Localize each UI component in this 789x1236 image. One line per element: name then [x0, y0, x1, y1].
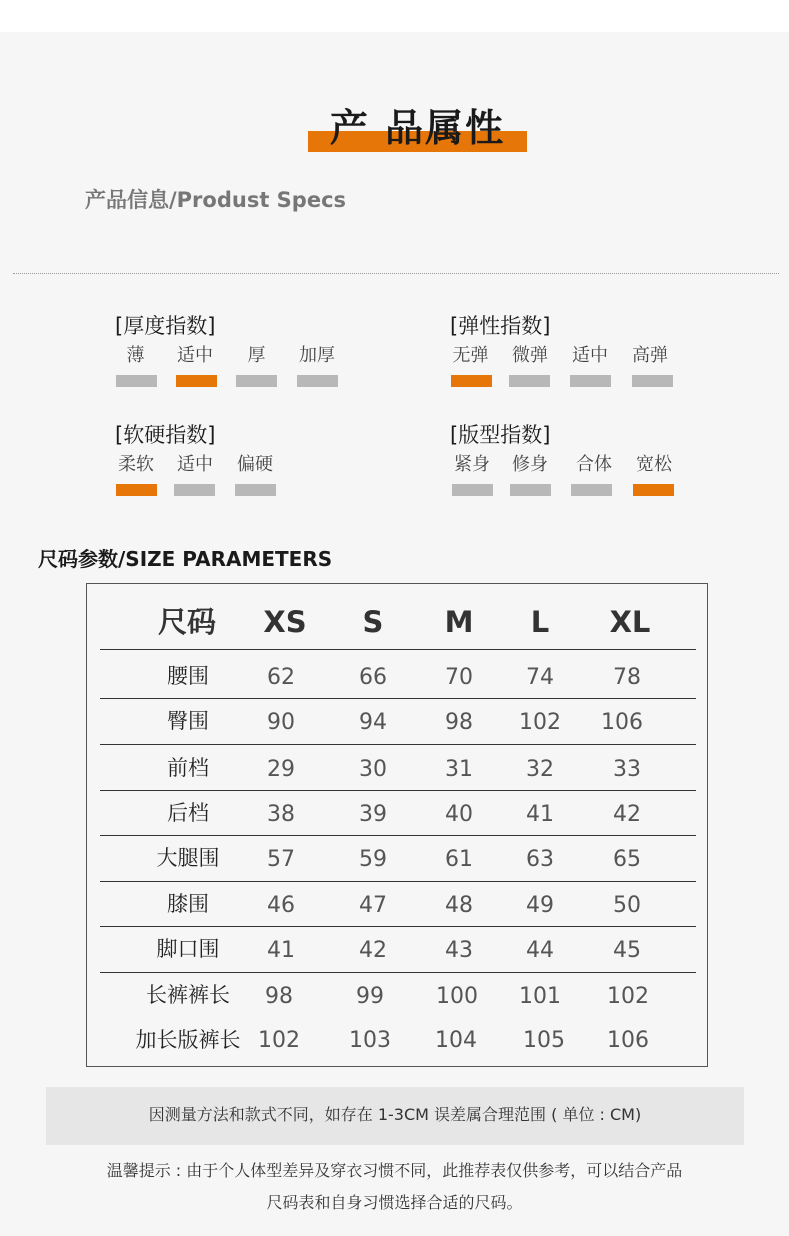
- elasticity-bar-high: [632, 375, 673, 387]
- table-cell: 59: [359, 847, 387, 872]
- table-cell: 31: [445, 757, 473, 782]
- table-cell: 70: [445, 665, 473, 690]
- measurement-note-box: [46, 1087, 744, 1145]
- elasticity-index-title: [弹性指数]: [450, 314, 551, 338]
- table-cell: 98: [445, 710, 473, 735]
- row-label-hip: 臀围: [167, 709, 209, 733]
- softness-option-medium: 适中: [177, 454, 213, 475]
- softness-bar-hard: [235, 484, 276, 496]
- header-l: L: [530, 605, 550, 639]
- elasticity-bar-none: [451, 375, 492, 387]
- thickness-option-medium: 适中: [177, 345, 213, 366]
- thickness-index-title: [厚度指数]: [115, 314, 216, 338]
- elasticity-option-medium: 适中: [572, 345, 608, 366]
- fit-option-loose: 宽松: [636, 454, 672, 475]
- fit-index-title: [版型指数]: [450, 423, 551, 447]
- top-strip: [0, 0, 789, 32]
- table-cell: 45: [613, 938, 641, 963]
- dotted-divider: [13, 273, 779, 274]
- row-label-waist: 腰围: [167, 664, 209, 688]
- thickness-bar-thick: [236, 375, 277, 387]
- softness-option-soft: 柔软: [118, 454, 154, 475]
- table-divider: [100, 835, 696, 836]
- row-label-thigh: 大腿围: [156, 846, 220, 870]
- fit-index: [450, 421, 690, 501]
- tip-line-1: 温馨提示 : 由于个人体型差异及穿衣习惯不同，此推荐表仅供参考，可以结合产品: [106, 1161, 683, 1180]
- fit-option-slim: 修身: [512, 454, 548, 475]
- elasticity-option-slight: 微弹: [512, 345, 548, 366]
- table-cell: 42: [613, 802, 641, 827]
- table-divider: [100, 698, 696, 699]
- table-cell: 102: [258, 1028, 300, 1053]
- elasticity-option-none: 无弹: [452, 345, 489, 366]
- fit-bar-regular: [571, 484, 612, 496]
- header-s: S: [362, 605, 384, 639]
- table-cell: 39: [359, 802, 387, 827]
- table-cell: 103: [349, 1028, 391, 1053]
- thickness-bar-medium: [176, 375, 217, 387]
- softness-option-hard: 偏硬: [237, 454, 273, 475]
- table-cell: 90: [267, 710, 295, 735]
- row-label-front-rise: 前档: [167, 756, 209, 780]
- table-cell: 102: [607, 984, 649, 1009]
- header-xl: XL: [609, 605, 651, 639]
- table-divider: [100, 744, 696, 745]
- header-m: M: [444, 605, 474, 639]
- row-label-leg-opening: 脚口围: [156, 937, 220, 961]
- table-cell: 50: [613, 893, 641, 918]
- elasticity-option-high: 高弹: [632, 345, 668, 366]
- table-cell: 47: [359, 893, 387, 918]
- row-label-back-rise: 后档: [167, 801, 209, 825]
- table-cell: 41: [526, 802, 554, 827]
- elasticity-bar-slight: [509, 375, 550, 387]
- table-cell: 78: [613, 665, 641, 690]
- size-table: [86, 583, 708, 1067]
- table-cell: 102: [519, 710, 561, 735]
- table-cell: 62: [267, 665, 295, 690]
- table-cell: 32: [526, 757, 554, 782]
- table-cell: 74: [526, 665, 554, 690]
- table-cell: 46: [267, 893, 295, 918]
- tip-line-2: 尺码表和自身习惯选择合适的尺码。: [266, 1193, 523, 1212]
- table-cell: 30: [359, 757, 387, 782]
- row-label-extended-length: 加长版裤长: [135, 1028, 241, 1052]
- fit-bar-loose: [633, 484, 674, 496]
- table-cell: 99: [356, 984, 384, 1009]
- table-divider: [100, 649, 696, 650]
- thickness-index: [115, 312, 355, 392]
- table-cell: 41: [267, 938, 295, 963]
- table-divider: [100, 926, 696, 927]
- fit-option-regular: 合体: [576, 454, 612, 475]
- elasticity-bar-medium: [570, 375, 611, 387]
- page-title: 产 品属性: [329, 106, 506, 150]
- table-cell: 94: [359, 710, 387, 735]
- row-label-trouser-length: 长裤裤长: [146, 983, 230, 1007]
- table-cell: 66: [359, 665, 387, 690]
- thickness-option-thick: 厚: [247, 345, 266, 366]
- table-cell: 65: [613, 847, 641, 872]
- table-cell: 63: [526, 847, 554, 872]
- fit-bar-slim: [510, 484, 551, 496]
- table-cell: 101: [519, 984, 561, 1009]
- table-cell: 106: [601, 710, 643, 735]
- thickness-option-extra-thick: 加厚: [299, 345, 335, 366]
- header-size-label: 尺码: [157, 605, 216, 639]
- fit-bar-tight: [452, 484, 493, 496]
- size-parameters-title: 尺码参数/SIZE PARAMETERS: [38, 547, 333, 571]
- thickness-bar-extra-thick: [297, 375, 338, 387]
- table-cell: 49: [526, 893, 554, 918]
- softness-index: [115, 421, 355, 501]
- softness-bar-soft: [116, 484, 157, 496]
- thickness-bar-thin: [116, 375, 157, 387]
- section-subtitle: 产品信息/Produst Specs: [85, 188, 347, 212]
- table-cell: 38: [267, 802, 295, 827]
- table-cell: 98: [265, 984, 293, 1009]
- measurement-note: 因测量方法和款式不同，如存在 1-3CM 误差属合理范围 ( 单位 : CM): [148, 1105, 642, 1124]
- table-cell: 106: [607, 1028, 649, 1053]
- thickness-option-thin: 薄: [126, 345, 145, 366]
- row-label-knee: 膝围: [167, 892, 209, 916]
- table-divider: [100, 881, 696, 882]
- table-cell: 104: [435, 1028, 477, 1053]
- table-cell: 44: [526, 938, 554, 963]
- elasticity-index: [450, 312, 690, 392]
- table-cell: 48: [445, 893, 473, 918]
- table-cell: 57: [267, 847, 295, 872]
- header-xs: XS: [263, 605, 307, 639]
- fit-option-tight: 紧身: [454, 454, 490, 475]
- table-cell: 33: [613, 757, 641, 782]
- table-cell: 105: [523, 1028, 565, 1053]
- table-cell: 61: [445, 847, 473, 872]
- table-divider: [100, 972, 696, 973]
- table-divider: [100, 790, 696, 791]
- table-cell: 40: [445, 802, 473, 827]
- table-cell: 43: [445, 938, 473, 963]
- table-cell: 42: [359, 938, 387, 963]
- table-cell: 29: [267, 757, 295, 782]
- softness-index-title: [软硬指数]: [115, 423, 216, 447]
- table-cell: 100: [436, 984, 478, 1009]
- softness-bar-medium: [174, 484, 215, 496]
